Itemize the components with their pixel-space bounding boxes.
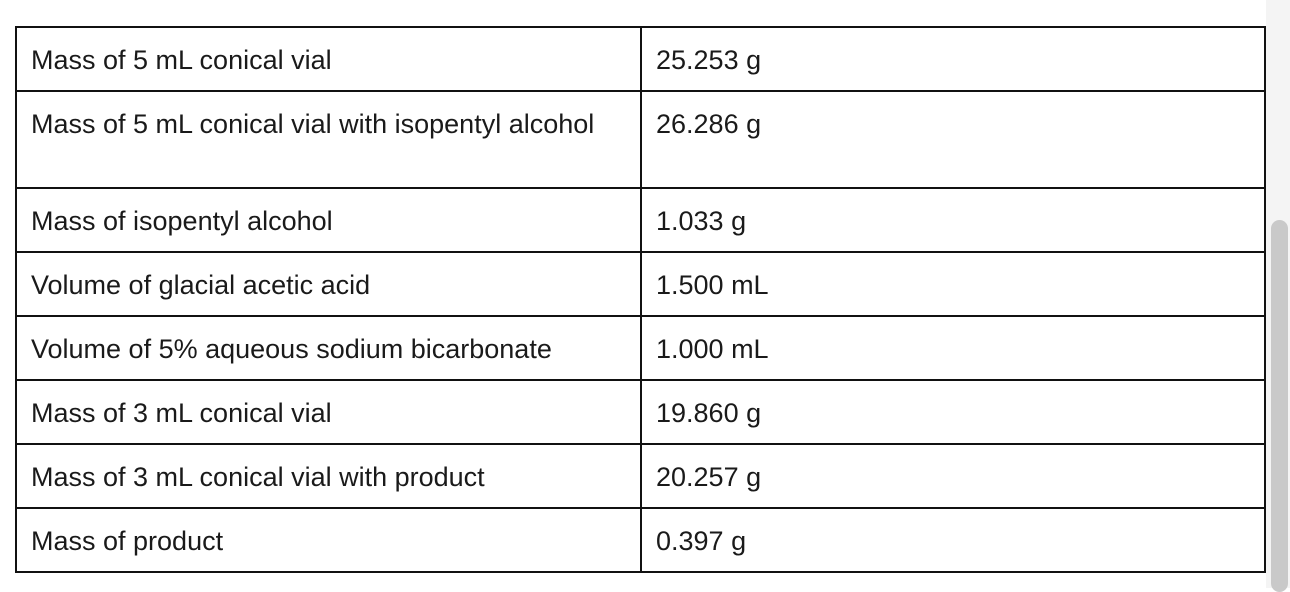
table-row: [16, 508, 1265, 572]
row-value: 1.033 g: [641, 188, 1265, 252]
row-value: 1.000 mL: [641, 316, 1265, 380]
row-value: 25.253 g: [641, 27, 1265, 91]
row-label: Mass of 3 mL conical vial: [16, 380, 641, 444]
row-value: 26.286 g: [641, 91, 1265, 188]
table-row: [16, 316, 1265, 380]
row-value: 20.257 g: [641, 444, 1265, 508]
row-label: Mass of 5 mL conical vial with isopentyl alcohol: [16, 91, 641, 188]
table-row: [16, 380, 1265, 444]
table-row: [16, 27, 1265, 91]
data-table-container: [15, 26, 1264, 573]
table-row: [16, 444, 1265, 508]
row-label: Mass of isopentyl alcohol: [16, 188, 641, 252]
vertical-scrollbar-thumb[interactable]: [1271, 220, 1288, 592]
row-value: 0.397 g: [641, 508, 1265, 572]
table-row: [16, 91, 1265, 188]
row-label: Mass of product: [16, 508, 641, 572]
row-label: Volume of glacial acetic acid: [16, 252, 641, 316]
table-row: [16, 188, 1265, 252]
row-label: Volume of 5% aqueous sodium bicarbonate: [16, 316, 641, 380]
row-value: 1.500 mL: [641, 252, 1265, 316]
row-label: Mass of 3 mL conical vial with product: [16, 444, 641, 508]
row-label: Mass of 5 mL conical vial: [16, 27, 641, 91]
row-value: 19.860 g: [641, 380, 1265, 444]
measurements-table: [15, 26, 1266, 573]
table-row: [16, 252, 1265, 316]
